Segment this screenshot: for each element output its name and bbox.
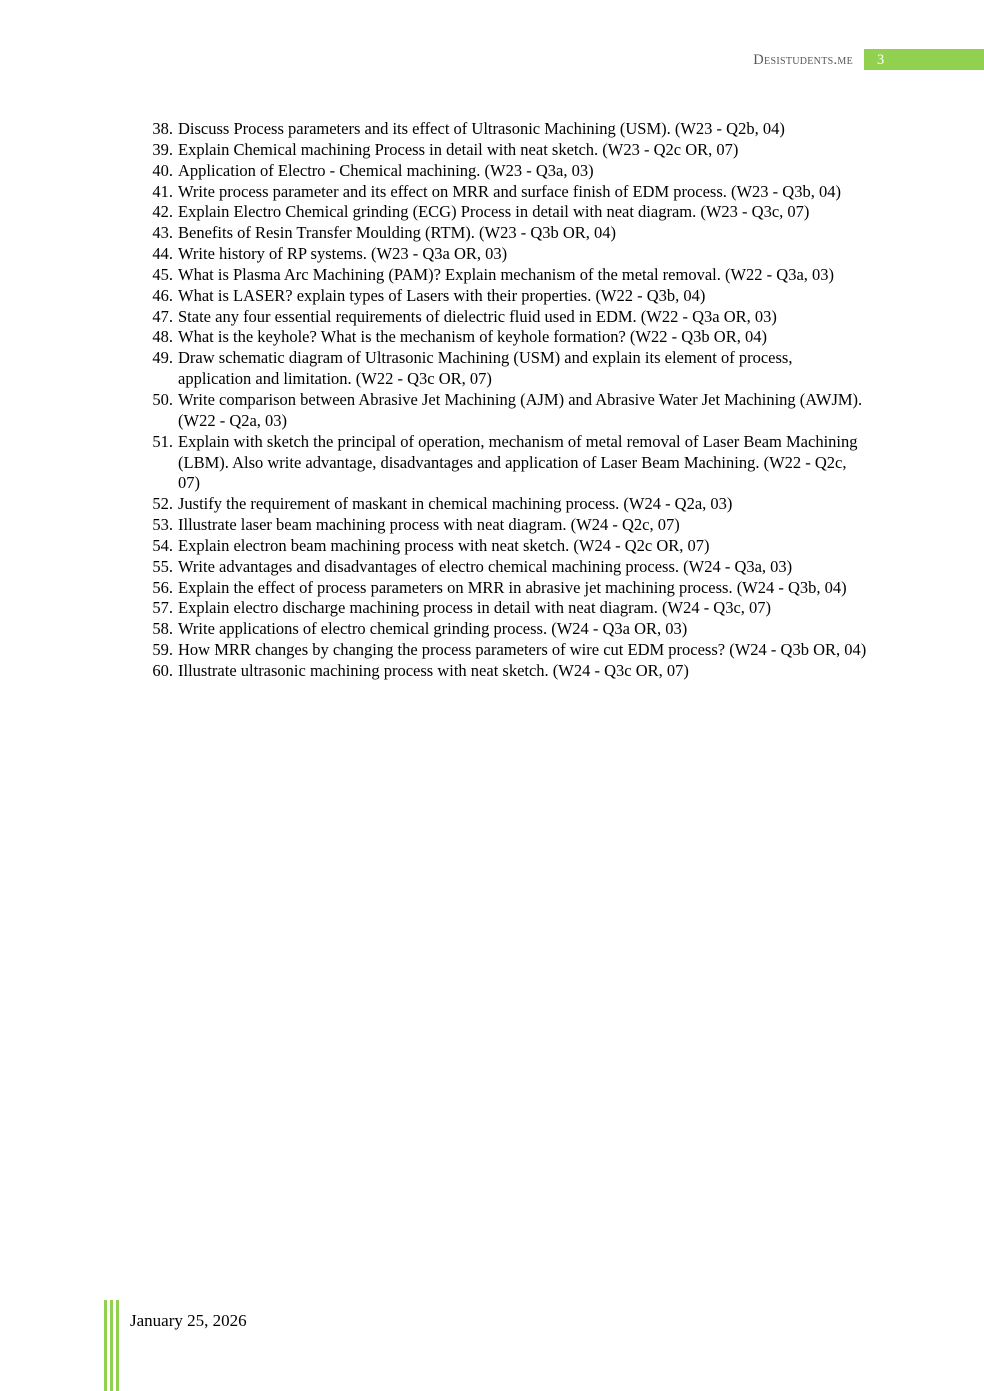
question-item (0, 182, 868, 203)
footer-bar (104, 1300, 107, 1391)
footer-date: January 25, 2026 (130, 1311, 247, 1330)
question-text: Write applications of electro chemical grinding process. (W24 - Q3a OR, 03) (178, 619, 688, 639)
question-text: What is Plasma Arc Machining (PAM)? Explain mechanism of the metal removal. (W22 - Q3a, 03) (178, 264, 835, 284)
question-item (0, 161, 868, 182)
question-number: 46. (152, 285, 173, 305)
question-item (0, 265, 868, 286)
question-number: 55. (152, 556, 173, 576)
question-item (0, 661, 868, 682)
question-number: 56. (152, 577, 173, 597)
question-number: 50. (152, 389, 173, 409)
question-number: 41. (152, 181, 173, 201)
question-number: 40. (152, 160, 173, 180)
question-number: 51. (152, 431, 173, 451)
footer-bar (110, 1300, 113, 1391)
question-item (0, 348, 868, 390)
question-text: What is LASER? explain types of Lasers with their properties. (W22 - Q3b, 04) (178, 285, 706, 305)
question-item (0, 140, 868, 161)
question-number: 54. (152, 535, 173, 555)
question-text: How MRR changes by changing the process parameters of wire cut EDM process? (W24 - Q3b OR, 04) (178, 640, 867, 660)
question-item (0, 119, 868, 140)
question-item (0, 202, 868, 223)
question-item (0, 640, 868, 661)
question-item (0, 390, 868, 432)
question-number: 57. (152, 598, 173, 618)
question-text: Explain the effect of process parameters on MRR in abrasive jet machining process. (W24 - Q3b, 04) (178, 577, 847, 597)
question-text: Illustrate ultrasonic machining process with neat sketch. (W24 - Q3c OR, 07) (178, 660, 689, 680)
question-text: Explain electro discharge machining process in detail with neat diagram. (W24 - Q3c, 07) (178, 598, 772, 618)
question-text: Draw schematic diagram of Ultrasonic Machining (USM) and explain its element of process, application and limitation. (W22 - Q3c OR, 07) (178, 348, 793, 389)
question-item (0, 223, 868, 244)
question-text: Explain electron beam machining process with neat sketch. (W24 - Q2c OR, 07) (178, 535, 710, 555)
question-text: Explain Electro Chemical grinding (ECG) Process in detail with neat diagram. (W23 - Q3c, 07) (178, 202, 810, 222)
question-list (0, 119, 984, 682)
question-number: 53. (152, 515, 173, 535)
question-item (0, 515, 868, 536)
question-number: 39. (152, 139, 173, 159)
header-site-name: Desistudents.me (753, 52, 853, 68)
footer-accent-bars (104, 1300, 120, 1391)
question-text: Explain with sketch the principal of operation, mechanism of metal removal of Laser Beam Machining (LBM). Also write advantage, disadvantages and application of Laser Beam Machining. (W22 - Q2c, 07) (178, 431, 858, 493)
question-number: 43. (152, 223, 173, 243)
question-text: Application of Electro - Chemical machining. (W23 - Q3a, 03) (178, 160, 594, 180)
question-item (0, 598, 868, 619)
question-text: State any four essential requirements of dielectric fluid used in EDM. (W22 - Q3a OR, 03) (178, 306, 777, 326)
question-number: 52. (152, 494, 173, 514)
question-number: 47. (152, 306, 173, 326)
question-text: Illustrate laser beam machining process with neat diagram. (W24 - Q2c, 07) (178, 515, 680, 535)
question-number: 48. (152, 327, 173, 347)
question-item (0, 327, 868, 348)
question-text: Write comparison between Abrasive Jet Machining (AJM) and Abrasive Water Jet Machining (AWJM). (W22 - Q2a, 03) (178, 389, 863, 430)
question-item (0, 619, 868, 640)
question-text: Explain Chemical machining Process in detail with neat sketch. (W23 - Q2c OR, 07) (178, 139, 739, 159)
question-item (0, 432, 868, 495)
question-item (0, 578, 868, 599)
question-text: Justify the requirement of maskant in chemical machining process. (W24 - Q2a, 03) (178, 494, 733, 514)
page-number: 3 (877, 52, 885, 68)
question-item (0, 244, 868, 265)
question-text: Benefits of Resin Transfer Moulding (RTM). (W23 - Q3b OR, 04) (178, 223, 617, 243)
page-number-tab (864, 49, 984, 70)
question-text: Write advantages and disadvantages of electro chemical machining process. (W24 - Q3a, 03) (178, 556, 793, 576)
question-number: 59. (152, 640, 173, 660)
question-number: 49. (152, 348, 173, 368)
question-number: 58. (152, 619, 173, 639)
question-text: Write history of RP systems. (W23 - Q3a OR, 03) (178, 244, 508, 264)
question-number: 45. (152, 264, 173, 284)
footer-bar (116, 1300, 119, 1391)
question-text: Write process parameter and its effect on MRR and surface finish of EDM process. (W23 - Q3b, 04) (178, 181, 841, 201)
question-number: 38. (152, 119, 173, 138)
question-item (0, 286, 868, 307)
question-item (0, 557, 868, 578)
question-number: 60. (152, 660, 173, 680)
question-item (0, 307, 868, 328)
question-item (0, 494, 868, 515)
question-number: 42. (152, 202, 173, 222)
question-number: 44. (152, 244, 173, 264)
question-text: Discuss Process parameters and its effect of Ultrasonic Machining (USM). (W23 - Q2b, 04) (178, 119, 785, 138)
question-item (0, 536, 868, 557)
question-text: What is the keyhole? What is the mechanism of keyhole formation? (W22 - Q3b OR, 04) (178, 327, 767, 347)
